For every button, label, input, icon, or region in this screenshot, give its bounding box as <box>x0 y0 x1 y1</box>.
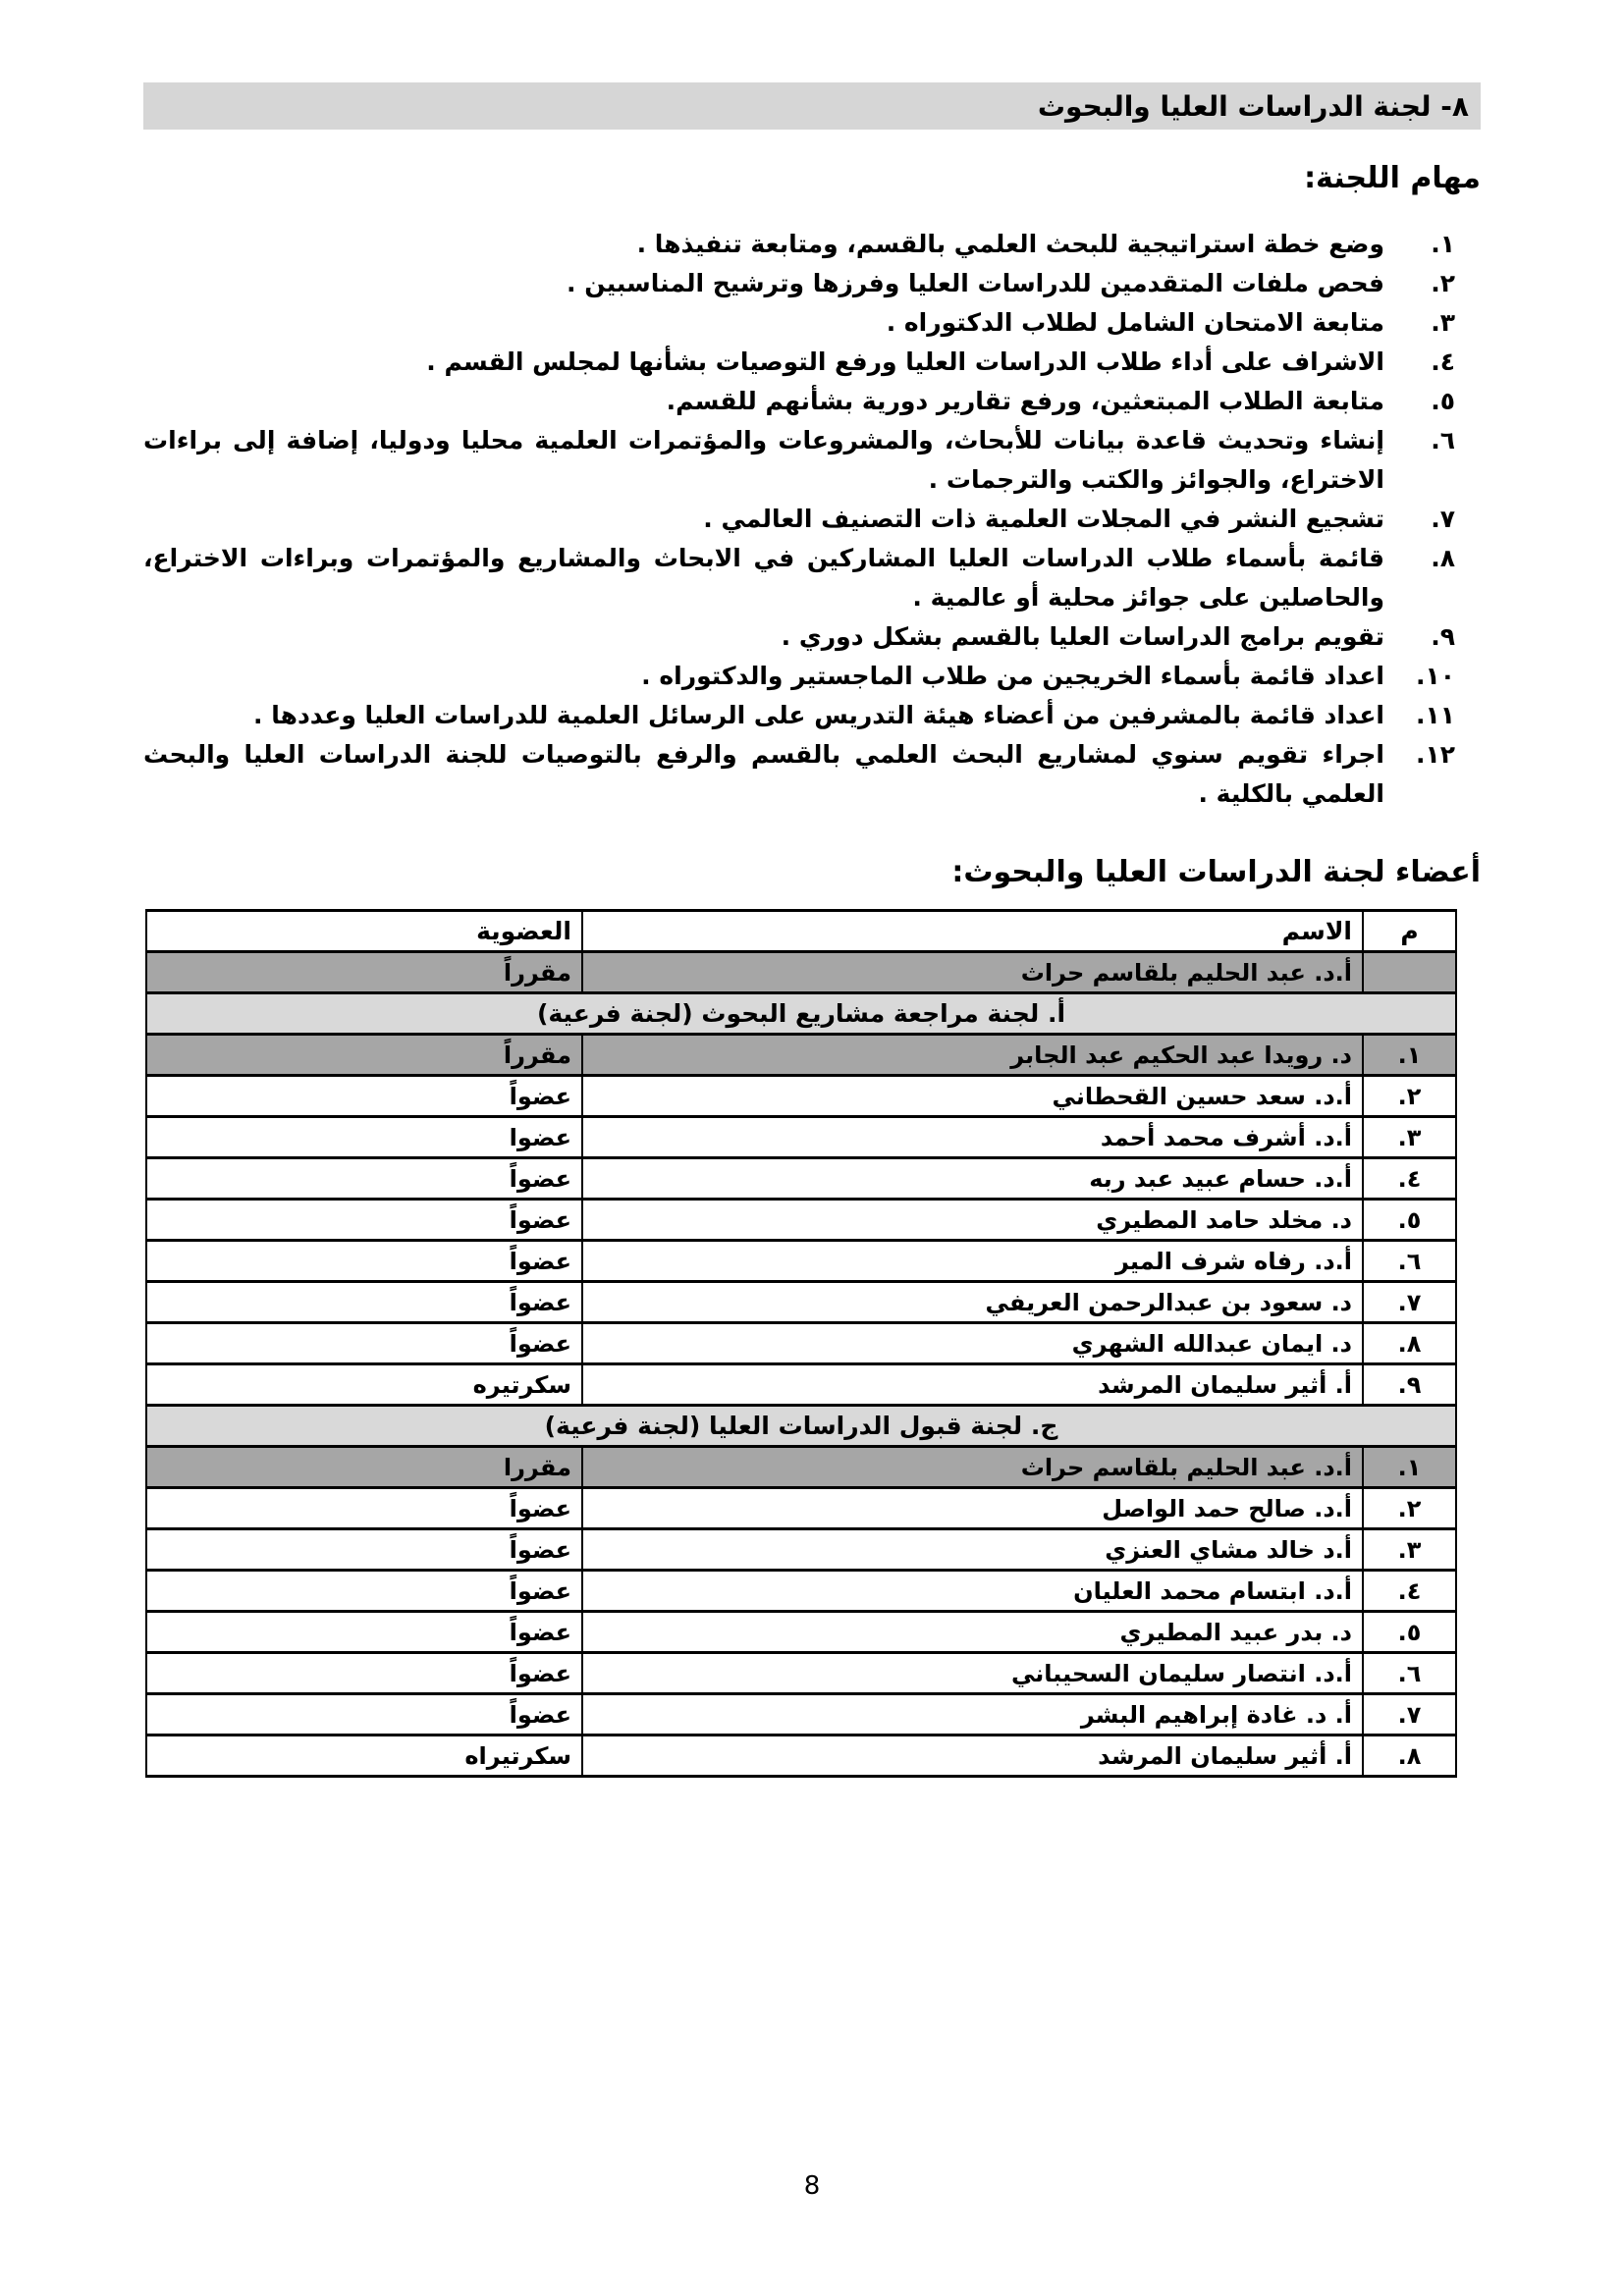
member-membership: عضواً <box>146 1529 582 1571</box>
member-number: ٢. <box>1363 1488 1456 1529</box>
member-name: د. ايمان عبدالله الشهري <box>582 1323 1363 1364</box>
member-membership: عضواً <box>146 1488 582 1529</box>
section-label: ج. لجنة قبول الدراسات العليا (لجنة فرعية) <box>146 1406 1456 1447</box>
member-membership: عضواً <box>146 1323 582 1364</box>
task-text: وضع خطة استراتيجية للبحث العلمي بالقسم، ومتابعة تنفيذها . <box>636 230 1384 258</box>
member-name: أ. أثير سليمان المرشد <box>582 1735 1363 1777</box>
member-name: أ.د. صالح حمد الواصل <box>582 1488 1363 1529</box>
member-membership: عضواً <box>146 1571 582 1612</box>
task-item <box>143 303 1455 343</box>
member-number: ٣. <box>1363 1117 1456 1158</box>
member-number: ٨. <box>1363 1735 1456 1777</box>
table-member-row <box>146 1488 1456 1529</box>
task-text: الاشراف على أداء طلاب الدراسات العليا ورفع التوصيات بشأنها لمجلس القسم . <box>426 347 1384 376</box>
member-name: أ.د. عبد الحليم بلقاسم حراث <box>582 952 1363 993</box>
task-number-gap <box>1384 382 1400 421</box>
members-heading: أعضاء لجنة الدراسات العليا والبحوث: <box>951 855 1481 889</box>
task-number-gap <box>1384 421 1400 500</box>
task-number-gap <box>1384 617 1400 657</box>
task-number-gap <box>1384 343 1400 382</box>
task-text: فحص ملفات المتقدمين للدراسات العليا وفرزها وترشيح المناسبين . <box>567 269 1384 297</box>
table-member-row <box>146 1571 1456 1612</box>
task-text: قائمة بأسماء طلاب الدراسات العليا المشاركين في الابحاث والمشاريع والمؤتمرات وبراءات الاختراع، والحاصلين على جوائز محلية أو عالمية . <box>143 544 1384 612</box>
member-name: أ.د. سعد حسين القحطاني <box>582 1076 1363 1117</box>
member-number: ١. <box>1363 1035 1456 1076</box>
members-table <box>145 909 1457 1778</box>
task-number: ١٠. <box>1415 662 1455 690</box>
table-member-row <box>146 1653 1456 1694</box>
task-number: ١٢. <box>1415 740 1455 769</box>
member-membership: عضواً <box>146 1200 582 1241</box>
task-item <box>143 421 1455 500</box>
member-number: ٥. <box>1363 1612 1456 1653</box>
page-content <box>143 82 1481 1778</box>
member-name: أ.د خالد مشاي العنزي <box>582 1529 1363 1571</box>
member-membership: عضواً <box>146 1282 582 1323</box>
task-number: ٧. <box>1431 505 1455 533</box>
table-member-row <box>146 1612 1456 1653</box>
member-name: د. بدر عبيد المطيري <box>582 1612 1363 1653</box>
task-number: ٦. <box>1431 426 1455 454</box>
task-number: ٥. <box>1431 387 1455 415</box>
table-member-row <box>146 1241 1456 1282</box>
member-number: ٩. <box>1363 1364 1456 1406</box>
member-membership: سكرتيره <box>146 1364 582 1406</box>
member-membership: عضواً <box>146 1241 582 1282</box>
member-number: ٥. <box>1363 1200 1456 1241</box>
members-table-body <box>146 952 1456 1777</box>
member-number: ٢. <box>1363 1076 1456 1117</box>
member-number: ٣. <box>1363 1529 1456 1571</box>
member-name: أ. د. غادة إبراهيم البشر <box>582 1694 1363 1735</box>
member-membership: مقررا <box>146 1447 582 1488</box>
member-membership: عضواً <box>146 1694 582 1735</box>
task-text: إنشاء وتحديث قاعدة بيانات للأبحاث، والمشروعات والمؤتمرات العلمية محليا ودوليا، إضافة إلى براءات الاختراع، والجوائز والكتب والترجمات . <box>143 426 1384 494</box>
task-item <box>143 500 1455 539</box>
task-item <box>143 657 1455 696</box>
task-text: اجراء تقويم سنوي لمشاريع البحث العلمي بالقسم والرفع بالتوصيات للجنة الدراسات العليا والبحث العلمي بالكلية . <box>143 740 1384 808</box>
task-item <box>143 343 1455 382</box>
task-text: متابعة الامتحان الشامل لطلاب الدكتوراه . <box>886 308 1384 337</box>
member-name: أ.د. ابتسام محمد العليان <box>582 1571 1363 1612</box>
task-text: اعداد قائمة بأسماء الخريجين من طلاب الماجستير والدكتوراه . <box>641 662 1384 690</box>
tasks-heading: مهام اللجنة: <box>1304 161 1481 195</box>
task-item <box>143 617 1455 657</box>
member-name: أ.د. انتصار سليمان السحيباني <box>582 1653 1363 1694</box>
table-member-row <box>146 1076 1456 1117</box>
task-number-gap <box>1384 225 1400 264</box>
column-header-membership: العضوية <box>146 911 582 952</box>
member-number: ١. <box>1363 1447 1456 1488</box>
member-name: د. رويدا عبد الحكيم عبد الجابر <box>582 1035 1363 1076</box>
member-name: أ.د. عبد الحليم بلقاسم حراث <box>582 1447 1363 1488</box>
task-number-gap <box>1384 264 1400 303</box>
table-member-row <box>146 1529 1456 1571</box>
member-membership: سكرتيراه <box>146 1735 582 1777</box>
task-item <box>143 696 1455 735</box>
member-membership: عضواً <box>146 1158 582 1200</box>
table-section-row <box>146 993 1456 1035</box>
task-number: ٣. <box>1431 308 1455 337</box>
task-text: اعداد قائمة بالمشرفين من أعضاء هيئة التدريس على الرسائل العلمية للدراسات العليا وعددها . <box>253 701 1384 729</box>
task-number: ٨. <box>1431 544 1455 572</box>
table-member-row <box>146 1035 1456 1076</box>
task-number: ٩. <box>1431 622 1455 651</box>
member-membership: عضواً <box>146 1076 582 1117</box>
member-number: ٤. <box>1363 1571 1456 1612</box>
member-name: أ.د. رفاه شرف المير <box>582 1241 1363 1282</box>
section-label: أ. لجنة مراجعة مشاريع البحوث (لجنة فرعية) <box>146 993 1456 1035</box>
table-member-row <box>146 1200 1456 1241</box>
member-membership: عضوا <box>146 1117 582 1158</box>
table-member-row <box>146 1117 1456 1158</box>
task-text: تقويم برامج الدراسات العليا بالقسم بشكل دوري . <box>781 622 1384 651</box>
task-number-gap <box>1384 539 1400 617</box>
table-member-row <box>146 952 1456 993</box>
page-number: 8 <box>803 2171 821 2201</box>
tasks-list <box>143 225 1481 814</box>
member-number: ٨. <box>1363 1323 1456 1364</box>
column-header-number: م <box>1363 911 1456 952</box>
task-number-gap <box>1384 696 1400 735</box>
column-header-name: الاسم <box>582 911 1363 952</box>
table-member-row <box>146 1158 1456 1200</box>
section-title: ٨- لجنة الدراسات العليا والبحوث <box>1037 89 1469 123</box>
task-text: تشجيع النشر في المجلات العلمية ذات التصنيف العالمي . <box>703 505 1384 533</box>
task-number: ١. <box>1431 230 1455 258</box>
member-number: ٧. <box>1363 1694 1456 1735</box>
task-number-gap <box>1384 735 1400 814</box>
member-membership: مقرراً <box>146 1035 582 1076</box>
table-member-row <box>146 1282 1456 1323</box>
member-number: ٦. <box>1363 1241 1456 1282</box>
task-number-gap <box>1384 500 1400 539</box>
table-member-row <box>146 1447 1456 1488</box>
member-name: أ. أثير سليمان المرشد <box>582 1364 1363 1406</box>
task-item <box>143 225 1455 264</box>
task-number: ٤. <box>1431 347 1455 376</box>
member-number <box>1363 952 1456 993</box>
task-item <box>143 539 1455 617</box>
task-number-gap <box>1384 303 1400 343</box>
task-item <box>143 382 1455 421</box>
member-number: ٦. <box>1363 1653 1456 1694</box>
task-item <box>143 264 1455 303</box>
member-name: أ.د. أشرف محمد أحمد <box>582 1117 1363 1158</box>
member-membership: عضواً <box>146 1653 582 1694</box>
member-membership: مقرراً <box>146 952 582 993</box>
member-name: أ.د. حسام عبيد عبد ربه <box>582 1158 1363 1200</box>
member-name: د. سعود بن عبدالرحمن العريفي <box>582 1282 1363 1323</box>
task-number-gap <box>1384 657 1400 696</box>
section-title-band <box>143 82 1481 130</box>
table-member-row <box>146 1694 1456 1735</box>
member-number: ٤. <box>1363 1158 1456 1200</box>
table-member-row <box>146 1364 1456 1406</box>
table-header-row <box>146 911 1456 952</box>
member-number: ٧. <box>1363 1282 1456 1323</box>
table-member-row <box>146 1735 1456 1777</box>
task-text: متابعة الطلاب المبتعثين، ورفع تقارير دورية بشأنهم للقسم. <box>666 387 1384 415</box>
member-name: د. مخلد حامد المطيري <box>582 1200 1363 1241</box>
task-number: ٢. <box>1431 269 1455 297</box>
task-number: ١١. <box>1415 701 1455 729</box>
task-item <box>143 735 1455 814</box>
table-member-row <box>146 1323 1456 1364</box>
table-section-row <box>146 1406 1456 1447</box>
member-membership: عضواً <box>146 1612 582 1653</box>
